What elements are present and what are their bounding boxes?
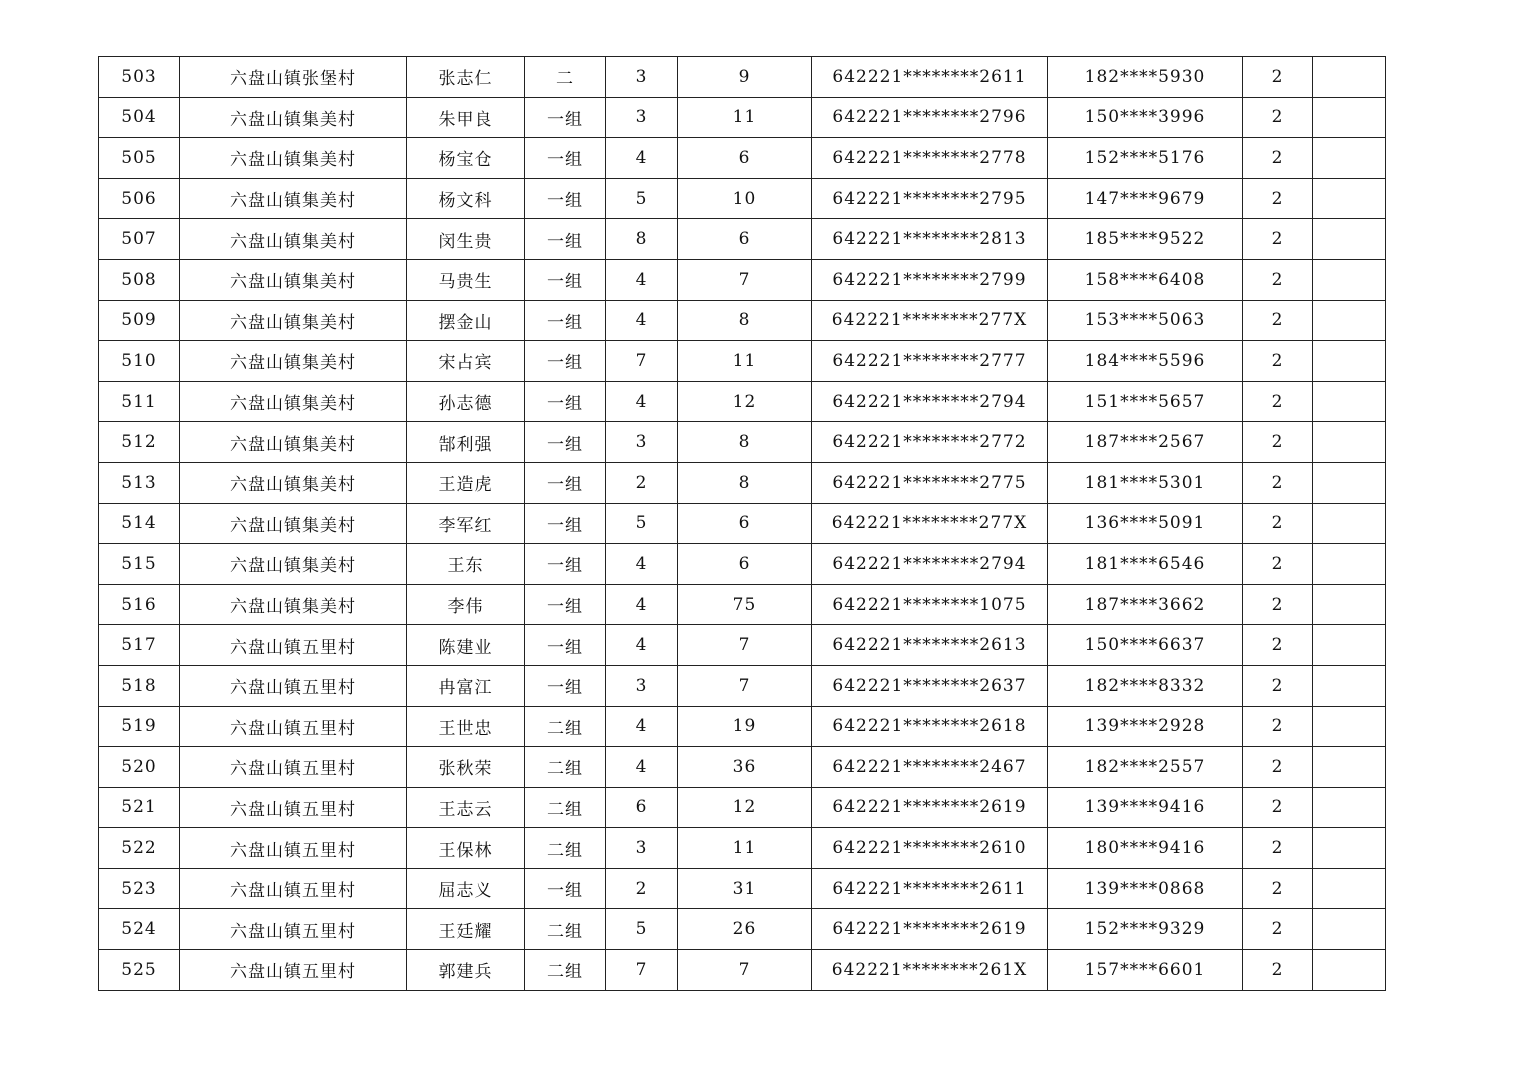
name-cell: 闵生贵 bbox=[407, 219, 525, 260]
village-cell: 六盘山镇五里村 bbox=[180, 706, 407, 747]
table-row bbox=[99, 544, 1386, 585]
area-cell: 8 bbox=[678, 462, 812, 503]
village-cell: 六盘山镇五里村 bbox=[180, 909, 407, 950]
members-cell: 3 bbox=[606, 828, 678, 869]
members-cell: 6 bbox=[606, 787, 678, 828]
village-cell: 六盘山镇集美村 bbox=[180, 503, 407, 544]
village-cell: 六盘山镇集美村 bbox=[180, 422, 407, 463]
note-cell bbox=[1313, 341, 1386, 382]
row-number-cell: 522 bbox=[99, 828, 180, 869]
name-cell: 陈建业 bbox=[407, 625, 525, 666]
village-cell: 六盘山镇五里村 bbox=[180, 787, 407, 828]
village-cell: 六盘山镇集美村 bbox=[180, 341, 407, 382]
note-cell bbox=[1313, 219, 1386, 260]
count-cell: 2 bbox=[1243, 584, 1313, 625]
row-number-cell: 517 bbox=[99, 625, 180, 666]
group-cell: 二组 bbox=[525, 909, 606, 950]
id-number-cell: 642221********2611 bbox=[812, 57, 1048, 98]
row-number-cell: 503 bbox=[99, 57, 180, 98]
name-cell: 王世忠 bbox=[407, 706, 525, 747]
table-row bbox=[99, 381, 1386, 422]
group-cell: 二组 bbox=[525, 950, 606, 991]
phone-cell: 158****6408 bbox=[1048, 259, 1243, 300]
table-row bbox=[99, 665, 1386, 706]
name-cell: 郜利强 bbox=[407, 422, 525, 463]
name-cell: 李军红 bbox=[407, 503, 525, 544]
group-cell: 一组 bbox=[525, 97, 606, 138]
name-cell: 王东 bbox=[407, 544, 525, 585]
members-cell: 4 bbox=[606, 259, 678, 300]
id-number-cell: 642221********2799 bbox=[812, 259, 1048, 300]
village-cell: 六盘山镇集美村 bbox=[180, 97, 407, 138]
members-cell: 2 bbox=[606, 868, 678, 909]
group-cell: 二 bbox=[525, 57, 606, 98]
id-number-cell: 642221********277X bbox=[812, 300, 1048, 341]
village-cell: 六盘山镇集美村 bbox=[180, 178, 407, 219]
area-cell: 19 bbox=[678, 706, 812, 747]
count-cell: 2 bbox=[1243, 665, 1313, 706]
village-cell: 六盘山镇集美村 bbox=[180, 381, 407, 422]
count-cell: 2 bbox=[1243, 97, 1313, 138]
row-number-cell: 514 bbox=[99, 503, 180, 544]
village-cell: 六盘山镇五里村 bbox=[180, 828, 407, 869]
table-row bbox=[99, 706, 1386, 747]
table-row bbox=[99, 868, 1386, 909]
name-cell: 李伟 bbox=[407, 584, 525, 625]
name-cell: 王保林 bbox=[407, 828, 525, 869]
table-row bbox=[99, 503, 1386, 544]
row-number-cell: 509 bbox=[99, 300, 180, 341]
village-cell: 六盘山镇五里村 bbox=[180, 868, 407, 909]
name-cell: 杨文科 bbox=[407, 178, 525, 219]
name-cell: 屈志义 bbox=[407, 868, 525, 909]
note-cell bbox=[1313, 462, 1386, 503]
table-row bbox=[99, 747, 1386, 788]
note-cell bbox=[1313, 665, 1386, 706]
name-cell: 冉富江 bbox=[407, 665, 525, 706]
area-cell: 8 bbox=[678, 300, 812, 341]
group-cell: 一组 bbox=[525, 381, 606, 422]
count-cell: 2 bbox=[1243, 828, 1313, 869]
group-cell: 一组 bbox=[525, 584, 606, 625]
table-row bbox=[99, 625, 1386, 666]
village-cell: 六盘山镇集美村 bbox=[180, 544, 407, 585]
id-number-cell: 642221********2813 bbox=[812, 219, 1048, 260]
note-cell bbox=[1313, 909, 1386, 950]
village-cell: 六盘山镇五里村 bbox=[180, 950, 407, 991]
name-cell: 宋占宾 bbox=[407, 341, 525, 382]
count-cell: 2 bbox=[1243, 300, 1313, 341]
name-cell: 王造虎 bbox=[407, 462, 525, 503]
area-cell: 11 bbox=[678, 828, 812, 869]
table-row bbox=[99, 584, 1386, 625]
area-cell: 31 bbox=[678, 868, 812, 909]
name-cell: 张秋荣 bbox=[407, 747, 525, 788]
phone-cell: 153****5063 bbox=[1048, 300, 1243, 341]
row-number-cell: 523 bbox=[99, 868, 180, 909]
id-number-cell: 642221********2613 bbox=[812, 625, 1048, 666]
id-number-cell: 642221********277X bbox=[812, 503, 1048, 544]
note-cell bbox=[1313, 828, 1386, 869]
area-cell: 36 bbox=[678, 747, 812, 788]
area-cell: 7 bbox=[678, 259, 812, 300]
phone-cell: 147****9679 bbox=[1048, 178, 1243, 219]
group-cell: 二组 bbox=[525, 787, 606, 828]
row-number-cell: 521 bbox=[99, 787, 180, 828]
members-cell: 4 bbox=[606, 300, 678, 341]
id-number-cell: 642221********2619 bbox=[812, 787, 1048, 828]
table-row bbox=[99, 828, 1386, 869]
note-cell bbox=[1313, 625, 1386, 666]
note-cell bbox=[1313, 97, 1386, 138]
group-cell: 二组 bbox=[525, 747, 606, 788]
id-number-cell: 642221********2610 bbox=[812, 828, 1048, 869]
members-cell: 4 bbox=[606, 544, 678, 585]
roster-table bbox=[98, 56, 1386, 991]
group-cell: 一组 bbox=[525, 422, 606, 463]
group-cell: 一组 bbox=[525, 259, 606, 300]
table-row bbox=[99, 950, 1386, 991]
village-cell: 六盘山镇集美村 bbox=[180, 300, 407, 341]
phone-cell: 185****9522 bbox=[1048, 219, 1243, 260]
note-cell bbox=[1313, 259, 1386, 300]
id-number-cell: 642221********2794 bbox=[812, 381, 1048, 422]
members-cell: 4 bbox=[606, 138, 678, 179]
row-number-cell: 507 bbox=[99, 219, 180, 260]
count-cell: 2 bbox=[1243, 747, 1313, 788]
count-cell: 2 bbox=[1243, 381, 1313, 422]
count-cell: 2 bbox=[1243, 178, 1313, 219]
note-cell bbox=[1313, 747, 1386, 788]
note-cell bbox=[1313, 422, 1386, 463]
members-cell: 7 bbox=[606, 950, 678, 991]
village-cell: 六盘山镇集美村 bbox=[180, 259, 407, 300]
count-cell: 2 bbox=[1243, 909, 1313, 950]
count-cell: 2 bbox=[1243, 544, 1313, 585]
members-cell: 4 bbox=[606, 706, 678, 747]
phone-cell: 187****2567 bbox=[1048, 422, 1243, 463]
id-number-cell: 642221********261X bbox=[812, 950, 1048, 991]
count-cell: 2 bbox=[1243, 259, 1313, 300]
note-cell bbox=[1313, 178, 1386, 219]
area-cell: 7 bbox=[678, 625, 812, 666]
count-cell: 2 bbox=[1243, 950, 1313, 991]
name-cell: 郭建兵 bbox=[407, 950, 525, 991]
row-number-cell: 519 bbox=[99, 706, 180, 747]
area-cell: 9 bbox=[678, 57, 812, 98]
row-number-cell: 511 bbox=[99, 381, 180, 422]
area-cell: 6 bbox=[678, 138, 812, 179]
count-cell: 2 bbox=[1243, 57, 1313, 98]
group-cell: 一组 bbox=[525, 219, 606, 260]
row-number-cell: 513 bbox=[99, 462, 180, 503]
members-cell: 3 bbox=[606, 57, 678, 98]
roster-body bbox=[99, 57, 1386, 991]
members-cell: 3 bbox=[606, 422, 678, 463]
id-number-cell: 642221********2796 bbox=[812, 97, 1048, 138]
group-cell: 一组 bbox=[525, 868, 606, 909]
note-cell bbox=[1313, 544, 1386, 585]
table-row bbox=[99, 57, 1386, 98]
members-cell: 3 bbox=[606, 97, 678, 138]
id-number-cell: 642221********2778 bbox=[812, 138, 1048, 179]
phone-cell: 150****6637 bbox=[1048, 625, 1243, 666]
area-cell: 26 bbox=[678, 909, 812, 950]
members-cell: 4 bbox=[606, 625, 678, 666]
area-cell: 10 bbox=[678, 178, 812, 219]
table-row bbox=[99, 787, 1386, 828]
members-cell: 4 bbox=[606, 584, 678, 625]
id-number-cell: 642221********2611 bbox=[812, 868, 1048, 909]
members-cell: 7 bbox=[606, 341, 678, 382]
name-cell: 马贵生 bbox=[407, 259, 525, 300]
note-cell bbox=[1313, 503, 1386, 544]
note-cell bbox=[1313, 381, 1386, 422]
village-cell: 六盘山镇集美村 bbox=[180, 138, 407, 179]
group-cell: 一组 bbox=[525, 544, 606, 585]
area-cell: 6 bbox=[678, 503, 812, 544]
group-cell: 二组 bbox=[525, 828, 606, 869]
row-number-cell: 506 bbox=[99, 178, 180, 219]
id-number-cell: 642221********2467 bbox=[812, 747, 1048, 788]
area-cell: 11 bbox=[678, 341, 812, 382]
area-cell: 7 bbox=[678, 950, 812, 991]
phone-cell: 139****9416 bbox=[1048, 787, 1243, 828]
area-cell: 75 bbox=[678, 584, 812, 625]
id-number-cell: 642221********2777 bbox=[812, 341, 1048, 382]
members-cell: 4 bbox=[606, 747, 678, 788]
group-cell: 二组 bbox=[525, 706, 606, 747]
phone-cell: 139****2928 bbox=[1048, 706, 1243, 747]
table-row bbox=[99, 219, 1386, 260]
count-cell: 2 bbox=[1243, 341, 1313, 382]
id-number-cell: 642221********2775 bbox=[812, 462, 1048, 503]
id-number-cell: 642221********1075 bbox=[812, 584, 1048, 625]
name-cell: 张志仁 bbox=[407, 57, 525, 98]
id-number-cell: 642221********2637 bbox=[812, 665, 1048, 706]
phone-cell: 182****2557 bbox=[1048, 747, 1243, 788]
group-cell: 一组 bbox=[525, 665, 606, 706]
name-cell: 杨宝仓 bbox=[407, 138, 525, 179]
name-cell: 摆金山 bbox=[407, 300, 525, 341]
row-number-cell: 512 bbox=[99, 422, 180, 463]
village-cell: 六盘山镇集美村 bbox=[180, 462, 407, 503]
note-cell bbox=[1313, 706, 1386, 747]
table-row bbox=[99, 97, 1386, 138]
id-number-cell: 642221********2794 bbox=[812, 544, 1048, 585]
row-number-cell: 510 bbox=[99, 341, 180, 382]
group-cell: 一组 bbox=[525, 341, 606, 382]
row-number-cell: 518 bbox=[99, 665, 180, 706]
table-row bbox=[99, 422, 1386, 463]
phone-cell: 157****6601 bbox=[1048, 950, 1243, 991]
id-number-cell: 642221********2795 bbox=[812, 178, 1048, 219]
area-cell: 7 bbox=[678, 665, 812, 706]
phone-cell: 139****0868 bbox=[1048, 868, 1243, 909]
note-cell bbox=[1313, 787, 1386, 828]
table-row bbox=[99, 178, 1386, 219]
phone-cell: 150****3996 bbox=[1048, 97, 1243, 138]
members-cell: 3 bbox=[606, 665, 678, 706]
village-cell: 六盘山镇五里村 bbox=[180, 747, 407, 788]
note-cell bbox=[1313, 300, 1386, 341]
area-cell: 12 bbox=[678, 787, 812, 828]
table-row bbox=[99, 259, 1386, 300]
count-cell: 2 bbox=[1243, 462, 1313, 503]
phone-cell: 187****3662 bbox=[1048, 584, 1243, 625]
phone-cell: 182****5930 bbox=[1048, 57, 1243, 98]
count-cell: 2 bbox=[1243, 138, 1313, 179]
count-cell: 2 bbox=[1243, 422, 1313, 463]
table-row bbox=[99, 909, 1386, 950]
group-cell: 一组 bbox=[525, 178, 606, 219]
id-number-cell: 642221********2772 bbox=[812, 422, 1048, 463]
phone-cell: 152****9329 bbox=[1048, 909, 1243, 950]
village-cell: 六盘山镇五里村 bbox=[180, 665, 407, 706]
row-number-cell: 505 bbox=[99, 138, 180, 179]
area-cell: 12 bbox=[678, 381, 812, 422]
row-number-cell: 508 bbox=[99, 259, 180, 300]
members-cell: 2 bbox=[606, 462, 678, 503]
table-row bbox=[99, 462, 1386, 503]
phone-cell: 151****5657 bbox=[1048, 381, 1243, 422]
members-cell: 5 bbox=[606, 503, 678, 544]
count-cell: 2 bbox=[1243, 219, 1313, 260]
row-number-cell: 520 bbox=[99, 747, 180, 788]
row-number-cell: 524 bbox=[99, 909, 180, 950]
village-cell: 六盘山镇集美村 bbox=[180, 219, 407, 260]
note-cell bbox=[1313, 950, 1386, 991]
row-number-cell: 515 bbox=[99, 544, 180, 585]
group-cell: 一组 bbox=[525, 625, 606, 666]
village-cell: 六盘山镇集美村 bbox=[180, 584, 407, 625]
row-number-cell: 516 bbox=[99, 584, 180, 625]
table-row bbox=[99, 341, 1386, 382]
phone-cell: 181****5301 bbox=[1048, 462, 1243, 503]
name-cell: 王志云 bbox=[407, 787, 525, 828]
table-row bbox=[99, 300, 1386, 341]
village-cell: 六盘山镇张堡村 bbox=[180, 57, 407, 98]
count-cell: 2 bbox=[1243, 868, 1313, 909]
group-cell: 一组 bbox=[525, 462, 606, 503]
phone-cell: 182****8332 bbox=[1048, 665, 1243, 706]
note-cell bbox=[1313, 138, 1386, 179]
phone-cell: 180****9416 bbox=[1048, 828, 1243, 869]
group-cell: 一组 bbox=[525, 503, 606, 544]
members-cell: 8 bbox=[606, 219, 678, 260]
count-cell: 2 bbox=[1243, 706, 1313, 747]
note-cell bbox=[1313, 868, 1386, 909]
group-cell: 一组 bbox=[525, 300, 606, 341]
row-number-cell: 525 bbox=[99, 950, 180, 991]
note-cell bbox=[1313, 57, 1386, 98]
phone-cell: 136****5091 bbox=[1048, 503, 1243, 544]
phone-cell: 152****5176 bbox=[1048, 138, 1243, 179]
phone-cell: 184****5596 bbox=[1048, 341, 1243, 382]
area-cell: 11 bbox=[678, 97, 812, 138]
note-cell bbox=[1313, 584, 1386, 625]
row-number-cell: 504 bbox=[99, 97, 180, 138]
name-cell: 王廷耀 bbox=[407, 909, 525, 950]
id-number-cell: 642221********2618 bbox=[812, 706, 1048, 747]
area-cell: 8 bbox=[678, 422, 812, 463]
name-cell: 孙志德 bbox=[407, 381, 525, 422]
members-cell: 4 bbox=[606, 381, 678, 422]
area-cell: 6 bbox=[678, 219, 812, 260]
members-cell: 5 bbox=[606, 909, 678, 950]
count-cell: 2 bbox=[1243, 503, 1313, 544]
village-cell: 六盘山镇五里村 bbox=[180, 625, 407, 666]
members-cell: 5 bbox=[606, 178, 678, 219]
area-cell: 6 bbox=[678, 544, 812, 585]
phone-cell: 181****6546 bbox=[1048, 544, 1243, 585]
name-cell: 朱甲良 bbox=[407, 97, 525, 138]
group-cell: 一组 bbox=[525, 138, 606, 179]
count-cell: 2 bbox=[1243, 787, 1313, 828]
table-row bbox=[99, 138, 1386, 179]
count-cell: 2 bbox=[1243, 625, 1313, 666]
id-number-cell: 642221********2619 bbox=[812, 909, 1048, 950]
